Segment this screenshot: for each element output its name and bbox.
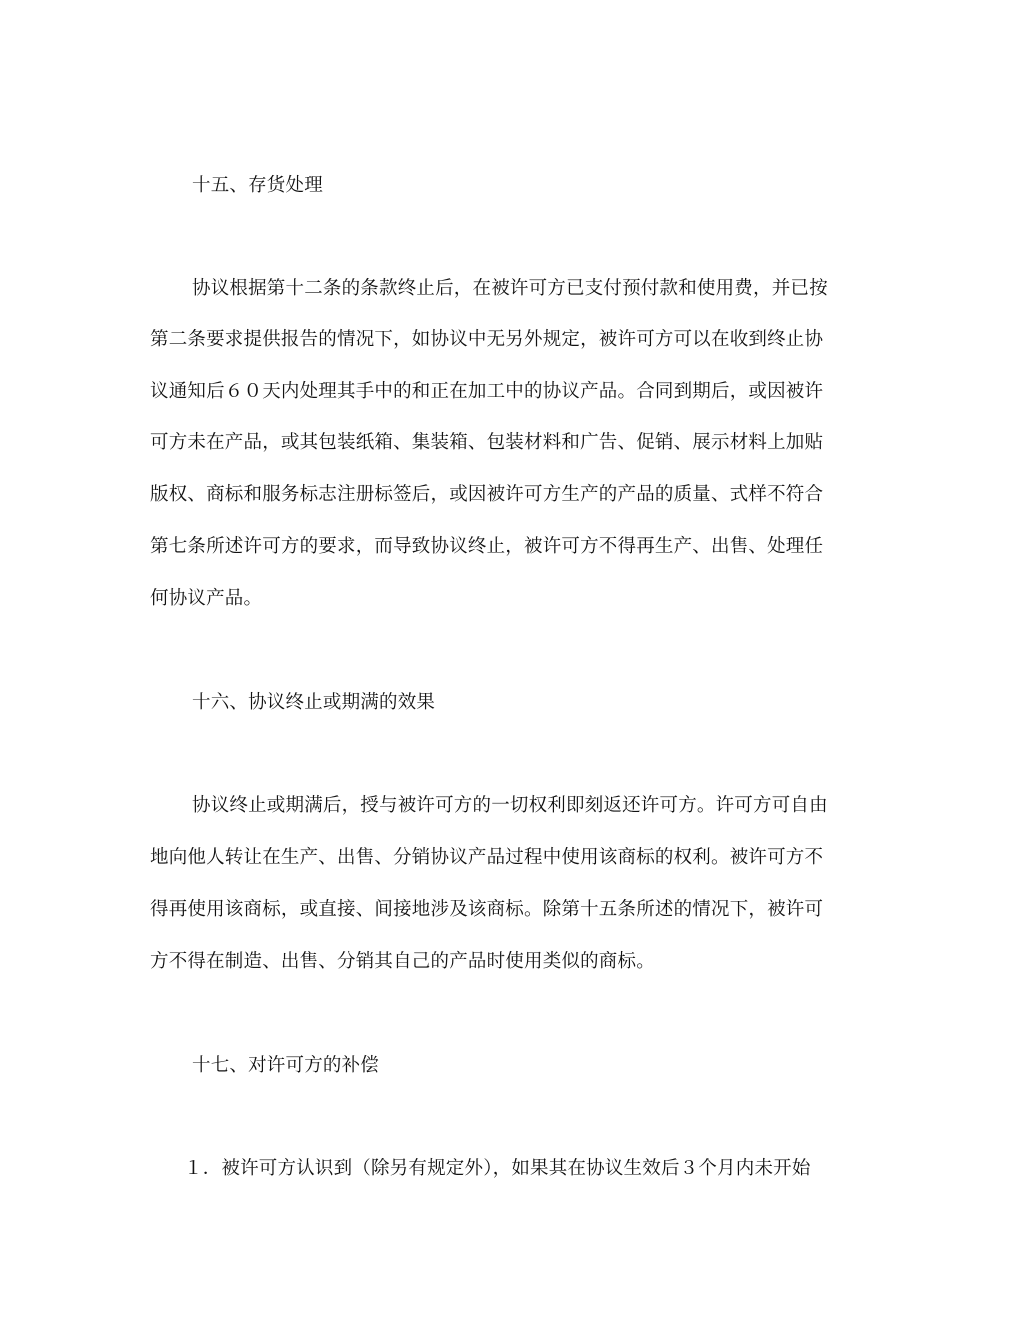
paragraph-line: １．被许可方认识到（除另有规定外），如果其在协议生效后３个月内未开始 xyxy=(184,1158,811,1179)
paragraph-line: 得再使用该商标，或直接、间接地涉及该商标。除第十五条所述的情况下，被许可 xyxy=(150,899,824,920)
paragraph-line: 议通知后６０天内处理其手中的和正在加工中的协议产品。合同到期后，或因被许 xyxy=(150,381,824,402)
paragraph-line: 版权、商标和服务标志注册标签后，或因被许可方生产的产品的质量、式样不符合 xyxy=(150,484,824,505)
section-17-heading: 十七、对许可方的补偿 xyxy=(192,1055,380,1076)
paragraph-line: 地向他人转让在生产、出售、分销协议产品过程中使用该商标的权利。被许可方不 xyxy=(150,847,824,868)
paragraph-line: 第二条要求提供报告的情况下，如协议中无另外规定，被许可方可以在收到终止协 xyxy=(150,329,824,350)
paragraph-line: 何协议产品。 xyxy=(150,588,263,609)
paragraph-line: 方不得在制造、出售、分销其自己的产品时使用类似的商标。 xyxy=(150,951,655,972)
section-16-heading: 十六、协议终止或期满的效果 xyxy=(192,692,436,713)
paragraph-line: 可方未在产品，或其包装纸箱、集装箱、包装材料和广告、促销、展示材料上加贴 xyxy=(150,432,824,453)
paragraph-line: 协议终止或期满后，授与被许可方的一切权利即刻返还许可方。许可方可自由 xyxy=(192,795,828,816)
paragraph-line: 协议根据第十二条的条款终止后，在被许可方已支付预付款和使用费，并已按 xyxy=(192,278,828,299)
paragraph-line: 第七条所述许可方的要求，而导致协议终止，被许可方不得再生产、出售、处理任 xyxy=(150,536,824,557)
section-15-heading: 十五、存货处理 xyxy=(192,175,323,196)
